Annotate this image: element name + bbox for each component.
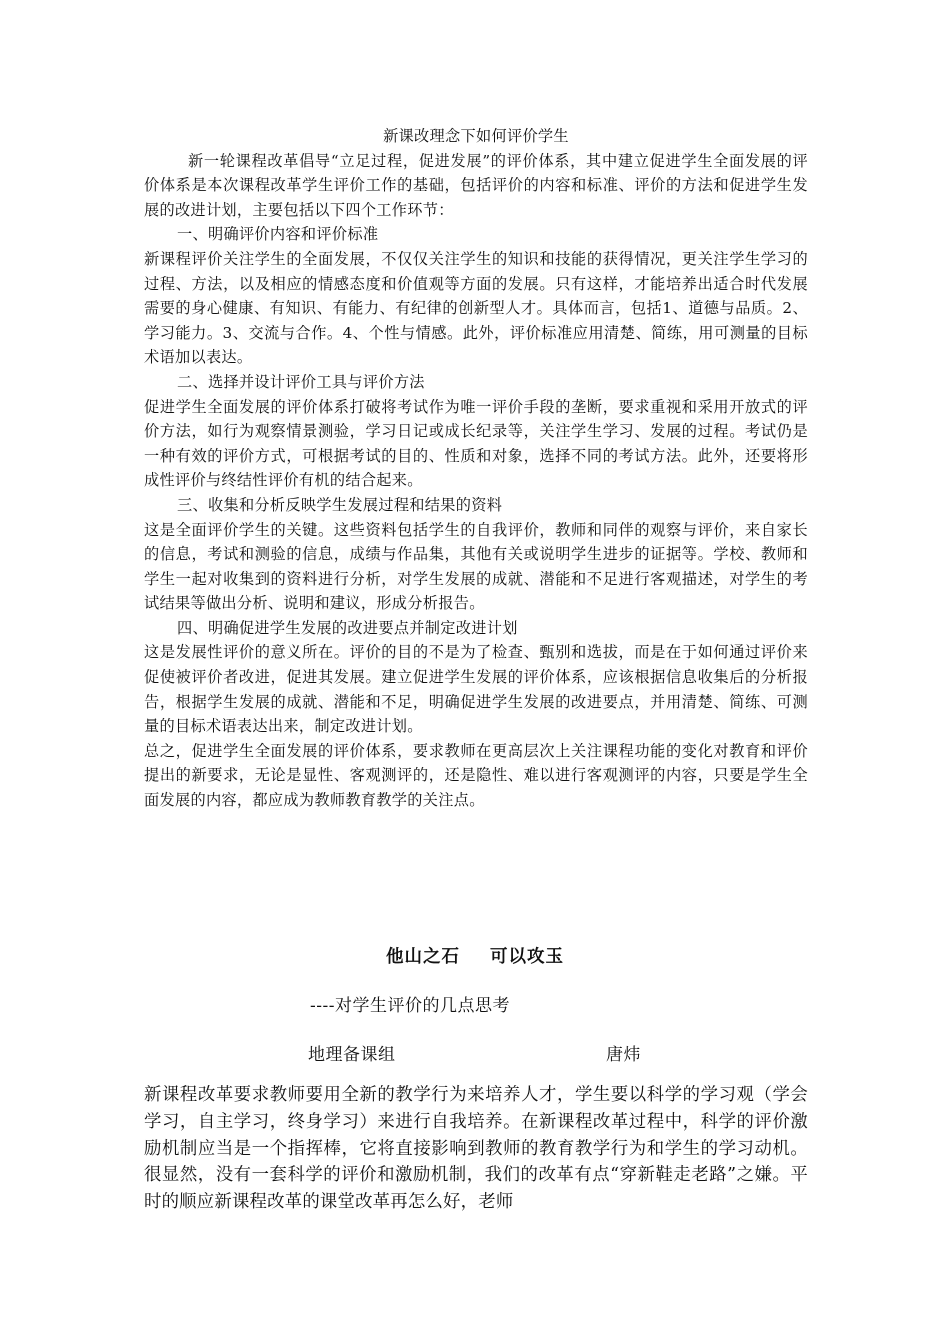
- conclusion-paragraph: 总之，促进学生全面发展的评价体系，要求教师在更高层次上关注课程功能的变化对教育和评价提出的新要求，无论是显性、客观测评的，还是隐性、难以进行客观测评的内容，只要是学生全面发展的内容，都应成为教师教育教学的关注点。: [144, 741, 808, 810]
- second-article-title: [0, 943, 950, 968]
- paragraph-1: 新课程评价关注学生的全面发展，不仅仅关注学生的知识和技能的获得情况，更关注学生学习的过程、方法，以及相应的情感态度和价值观等方面的发展。只有这样，才能培养出适合时代发展需要的身心健康、有知识、有能力、有纪律的创新型人才。具体而言，包括1、道德与品质。2、学习能力。3、交流与合作。4、个性与情感。此外，评价标准应用清楚、简练，用可测量的目标术语加以表达。: [144, 249, 808, 367]
- heading-1: 一、明确评价内容和评价标准: [177, 225, 379, 244]
- heading-4: 四、明确促进学生发展的改进要点并制定改进计划: [177, 618, 518, 637]
- heading-2: 二、选择并设计评价工具与评价方法: [177, 372, 425, 391]
- article-title: 新课改理念下如何评价学生: [383, 127, 569, 145]
- article-evaluation-section: [144, 124, 808, 813]
- second-article-subtitle: ----对学生评价的几点思考: [310, 996, 510, 1016]
- heading-3: 三、收集和分析反映学生发展过程和结果的资料: [177, 495, 503, 514]
- second-article-body: [144, 1082, 808, 1216]
- author-name: 唐炜: [606, 1045, 641, 1065]
- title-part-1: 他山之石: [386, 947, 460, 967]
- author-group: 地理备课组: [308, 1045, 396, 1065]
- paragraph-4: 这是发展性评价的意义所在。评价的目的不是为了检查、甄别和选拔，而是在于如何通过评价来促使被评价者改进，促进其发展。建立促进学生发展的评价体系，应该根据信息收集后的分析报告，根据学生发展的成就、潜能和不足，明确促进学生发展的改进要点，并用清楚、简练、可测量的目标术语表达出来，制定改进计划。: [144, 643, 808, 736]
- title-part-2: 可以攻玉: [490, 947, 564, 967]
- paragraph-2: 促进学生全面发展的评价体系打破将考试作为唯一评价手段的垄断，要求重视和采用开放式的评价方法，如行为观察情景测验，学习日记或成长纪录等，关注学生学习、发展的过程。考试仍是一种有效的评价方式，可根据考试的目的、性质和对象，选择不同的考试方法。此外，还要将形成性评价与终结性评价有机的结合起来。: [144, 397, 808, 490]
- second-article-paragraph: 新课程改革要求教师要用全新的教学行为来培养人才，学生要以科学的学习观（学会学习，自主学习，终身学习）来进行自我培养。在新课程改革过程中，科学的评价激励机制应当是一个指挥棒，它将直接影响到教师的教育教学行为和学生的学习动机。很显然，没有一套科学的评价和激励机制，我们的改革有点“穿新鞋走老路”之嫌。平时的顺应新课程改革的课堂改革再怎么好，老师: [144, 1085, 808, 1213]
- paragraph-3: 这是全面评价学生的关键。这些资料包括学生的自我评价，教师和同伴的观察与评价，来自家长的信息，考试和测验的信息，成绩与作品集，其他有关或说明学生进步的证据等。学校、教师和学生一起对收集到的资料进行分析，对学生发展的成就、潜能和不足进行客观描述，对学生的考试结果等做出分析、说明和建议，形成分析报告。: [144, 520, 808, 613]
- intro-paragraph: 新一轮课程改革倡导“立足过程，促进发展”的评价体系，其中建立促进学生全面发展的评价体系是本次课程改革学生评价工作的基础，包括评价的内容和标准、评价的方法和促进学生发展的改进计划，主要包括以下四个工作环节：: [144, 151, 808, 219]
